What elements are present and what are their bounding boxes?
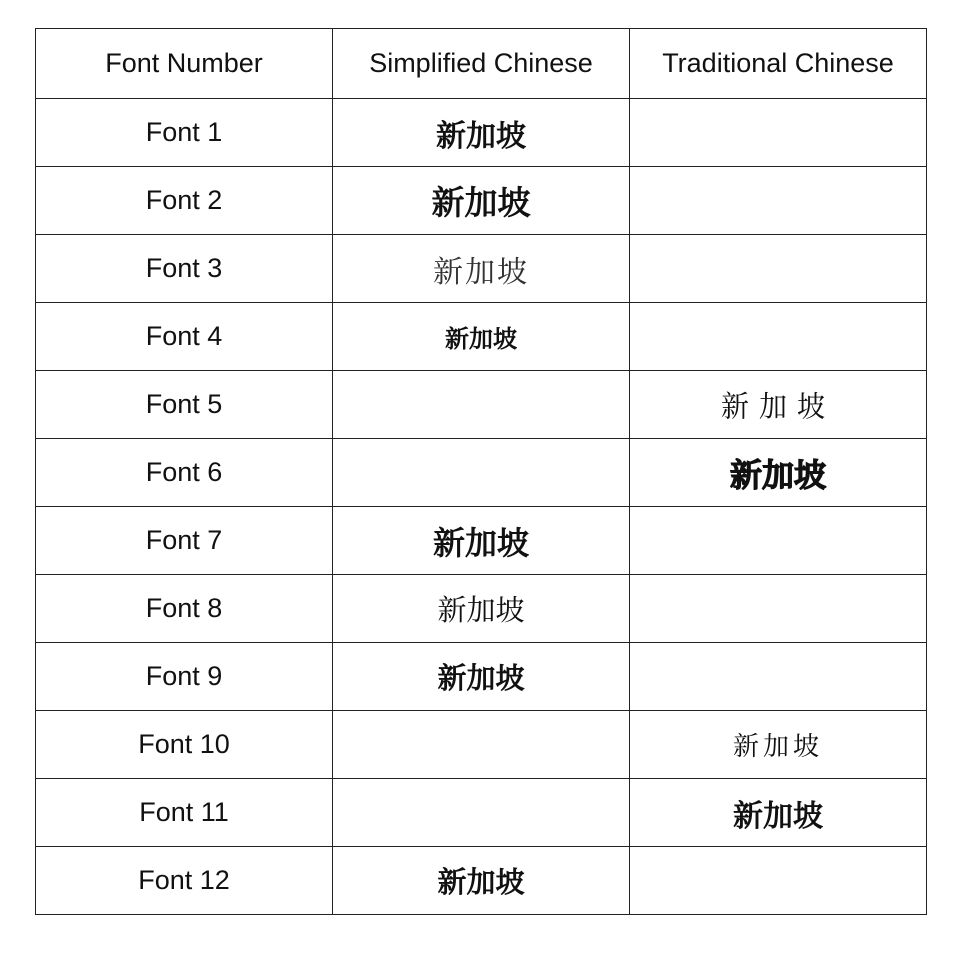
- header-font-number: Font Number: [36, 29, 333, 99]
- font-number-cell: Font 4: [36, 303, 333, 371]
- simplified-sample: 新加坡: [436, 118, 526, 154]
- simplified-cell: [333, 575, 630, 643]
- simplified-sample: 新加坡: [433, 254, 529, 290]
- header-row: [36, 29, 927, 99]
- traditional-cell: [630, 99, 927, 167]
- simplified-sample: 新加坡: [445, 324, 517, 353]
- simplified-cell: [333, 371, 630, 439]
- traditional-cell: [630, 235, 927, 303]
- simplified-cell: [333, 303, 630, 371]
- font-number-cell: Font 6: [36, 439, 333, 507]
- font-number-cell: Font 12: [36, 847, 333, 915]
- traditional-sample: 新加坡: [729, 455, 826, 494]
- simplified-sample: 新加坡: [437, 593, 525, 627]
- simplified-cell: [333, 711, 630, 779]
- traditional-cell: [630, 711, 927, 779]
- table-row: [36, 711, 927, 779]
- table-row: [36, 303, 927, 371]
- simplified-cell: [333, 779, 630, 847]
- font-number-cell: Font 11: [36, 779, 333, 847]
- simplified-sample: 新加坡: [437, 661, 525, 695]
- traditional-cell: [630, 439, 927, 507]
- traditional-cell: [630, 575, 927, 643]
- traditional-cell: [630, 643, 927, 711]
- traditional-sample: 新加坡: [732, 732, 823, 762]
- font-number-cell: Font 5: [36, 371, 333, 439]
- table-row: [36, 235, 927, 303]
- font-number-cell: Font 9: [36, 643, 333, 711]
- table-row: [36, 847, 927, 915]
- simplified-cell: [333, 99, 630, 167]
- font-number-cell: Font 2: [36, 167, 333, 235]
- table-row: [36, 99, 927, 167]
- simplified-sample: 新加坡: [432, 523, 529, 562]
- font-number-cell: Font 10: [36, 711, 333, 779]
- table-row: [36, 439, 927, 507]
- traditional-cell: [630, 303, 927, 371]
- font-number-cell: Font 8: [36, 575, 333, 643]
- table-row: [36, 371, 927, 439]
- font-number-cell: Font 1: [36, 99, 333, 167]
- table-row: [36, 643, 927, 711]
- simplified-sample: 新加坡: [431, 183, 531, 222]
- traditional-cell: [630, 779, 927, 847]
- traditional-cell: [630, 167, 927, 235]
- traditional-sample: 新加坡: [733, 798, 823, 834]
- simplified-cell: [333, 507, 630, 575]
- simplified-cell: [333, 847, 630, 915]
- simplified-cell: [333, 235, 630, 303]
- header-simplified-chinese: Simplified Chinese: [333, 29, 630, 99]
- simplified-cell: [333, 439, 630, 507]
- simplified-sample: 新加坡: [437, 865, 525, 899]
- table-row: [36, 507, 927, 575]
- table-body: [36, 99, 927, 915]
- simplified-cell: [333, 643, 630, 711]
- table-row: [36, 167, 927, 235]
- traditional-sample: 新加坡: [720, 388, 835, 424]
- table-header: [36, 29, 927, 99]
- font-number-cell: Font 3: [36, 235, 333, 303]
- traditional-cell: [630, 847, 927, 915]
- table-row: [36, 575, 927, 643]
- header-traditional-chinese: Traditional Chinese: [630, 29, 927, 99]
- font-comparison-table: [35, 28, 927, 915]
- traditional-cell: [630, 371, 927, 439]
- font-number-cell: Font 7: [36, 507, 333, 575]
- table-row: [36, 779, 927, 847]
- simplified-cell: [333, 167, 630, 235]
- traditional-cell: [630, 507, 927, 575]
